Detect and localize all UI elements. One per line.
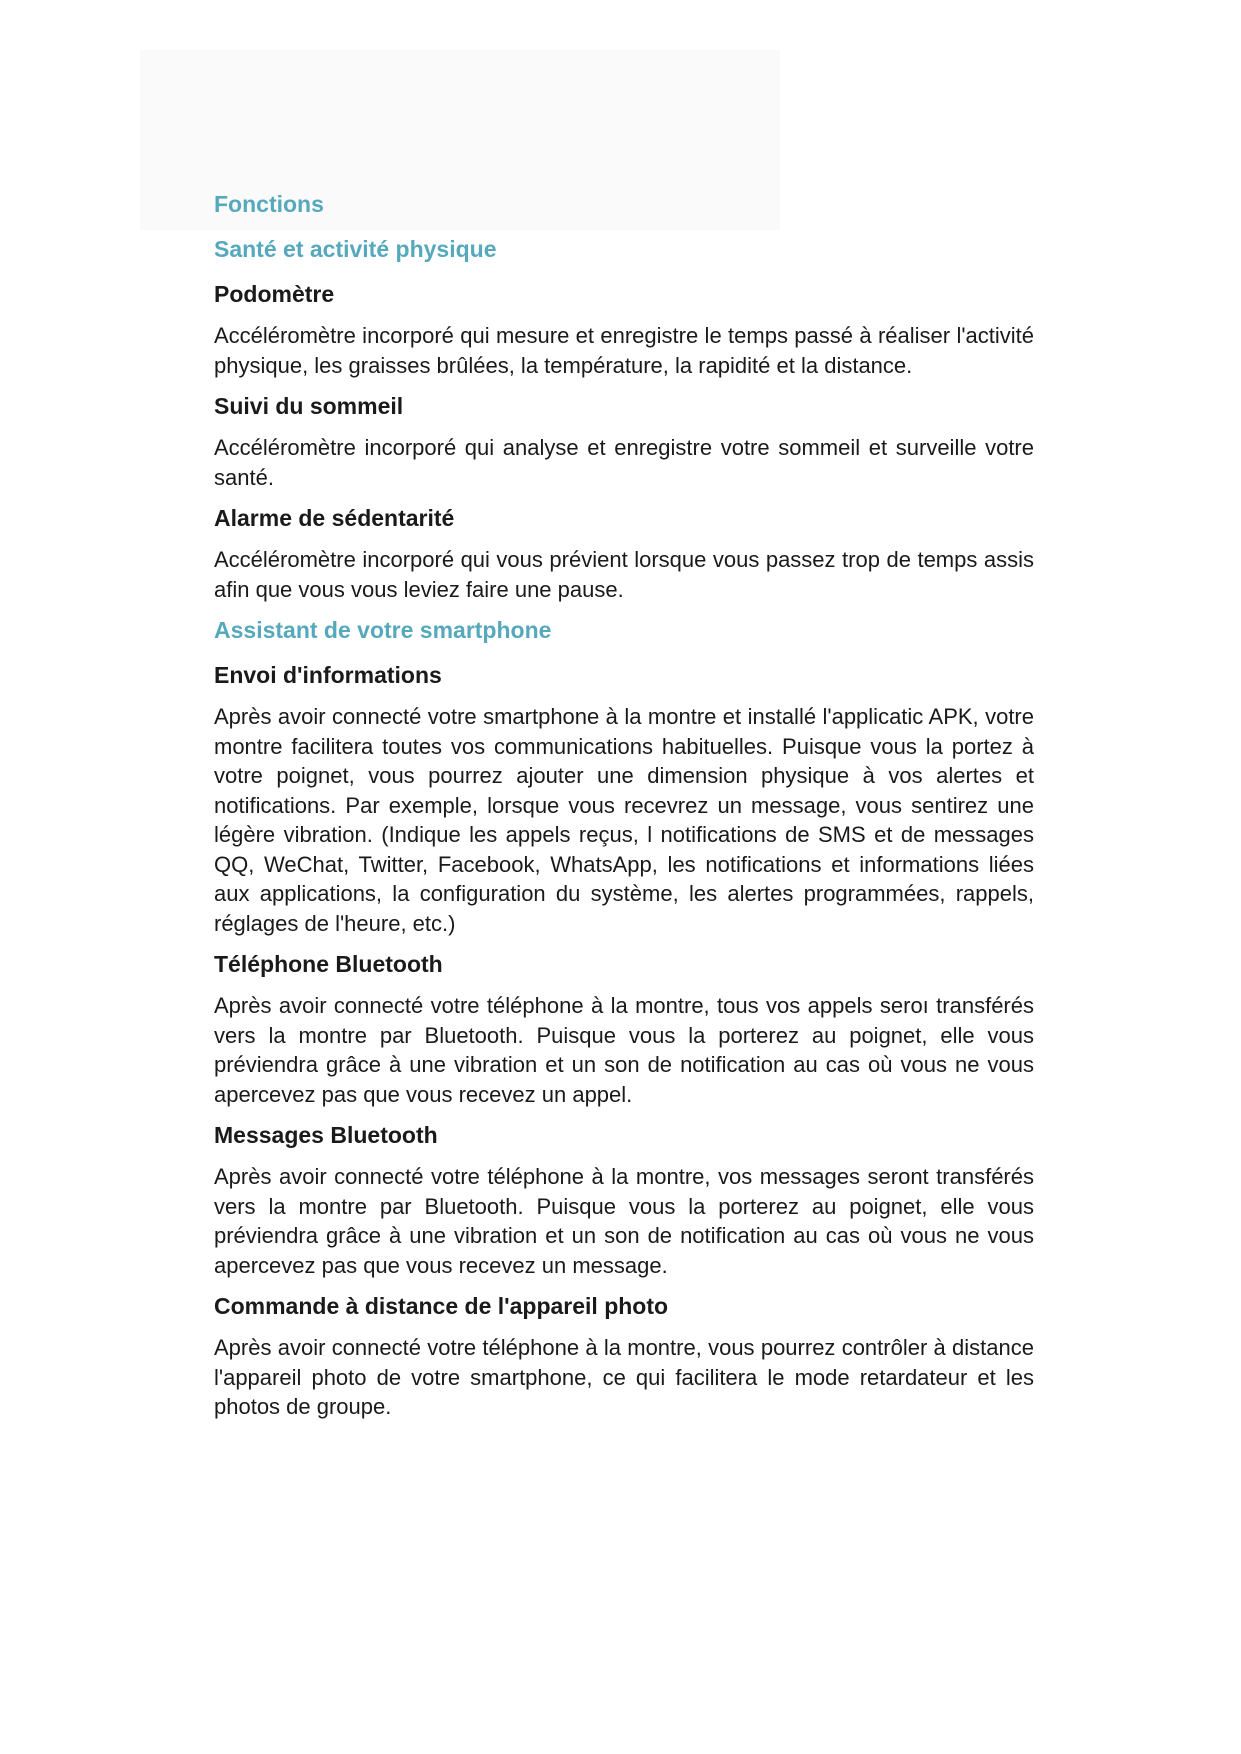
- paragraph-suivi-sommeil: Accéléromètre incorporé qui analyse et enregistre votre sommeil et surveille votre santé.: [214, 435, 1034, 490]
- heading-commande-appareil-photo: Commande à distance de l'appareil photo: [214, 1293, 669, 1319]
- paragraph-commande-appareil-photo: Après avoir connecté votre téléphone à la montre, vous pourrez contrôler à distance l'appareil photo de votre smartphone, ce qui facilitera le mode retardateur et les photos de groupe.: [214, 1335, 1034, 1419]
- paragraph-podometre: Accéléromètre incorporé qui mesure et enregistre le temps passé à réaliser l'activité physique, les graisses brûlées, la température, la rapidité et la distance.: [214, 323, 1034, 378]
- heading-suivi-sommeil: Suivi du sommeil: [214, 393, 404, 419]
- heading-telephone-bluetooth: Téléphone Bluetooth: [214, 951, 443, 977]
- paragraph-telephone-bluetooth: Après avoir connecté votre téléphone à la montre, tous vos appels seroı transférés vers la montre par Bluetooth. Puisque vous la porterez au poignet, elle vous préviendra grâce à une vibration et un son de notification au cas où vous ne vous apercevez pas que vous recevez un appel.: [214, 993, 1034, 1107]
- heading-messages-bluetooth: Messages Bluetooth: [214, 1122, 438, 1148]
- heading-envoi-informations: Envoi d'informations: [214, 662, 442, 688]
- paragraph-envoi-informations: Après avoir connecté votre smartphone à la montre et installé l'applicatic APK, votre montre facilitera toutes vos communications habituelles. Puisque vous la portez à votre poignet, vous pourrez ajouter une dimension physique à vos alertes et notifications. Par exemple, lorsque vous recevrez un message, vous sentirez une légère vibration. (Indique les appels reçus, l notifications de SMS et de messages QQ, WeChat, Twitter, Facebook, WhatsApp, les notifications et informations liées aux applications, la configuration du système, les alertes programmées, rappels, réglages de l'heure, etc.): [214, 704, 1034, 936]
- section-title-sante: Santé et activité physique: [214, 236, 497, 262]
- paragraph-messages-bluetooth: Après avoir connecté votre téléphone à la montre, vos messages seront transférés vers la montre par Bluetooth. Puisque vous la porterez au poignet, elle vous préviendra grâce à une vibration et un son de notification au cas où vous ne vous apercevez pas que vous recevez un message.: [214, 1164, 1034, 1278]
- paragraph-alarme-sedentarite: Accéléromètre incorporé qui vous prévient lorsque vous passez trop de temps assis afin que vous vous leviez faire une pause.: [214, 547, 1034, 602]
- heading-alarme-sedentarite: Alarme de sédentarité: [214, 505, 455, 531]
- document-content: [214, 190, 1034, 1434]
- heading-podometre: Podomètre: [214, 281, 335, 307]
- section-title-fonctions: Fonctions: [214, 191, 324, 217]
- section-title-assistant: Assistant de votre smartphone: [214, 617, 552, 643]
